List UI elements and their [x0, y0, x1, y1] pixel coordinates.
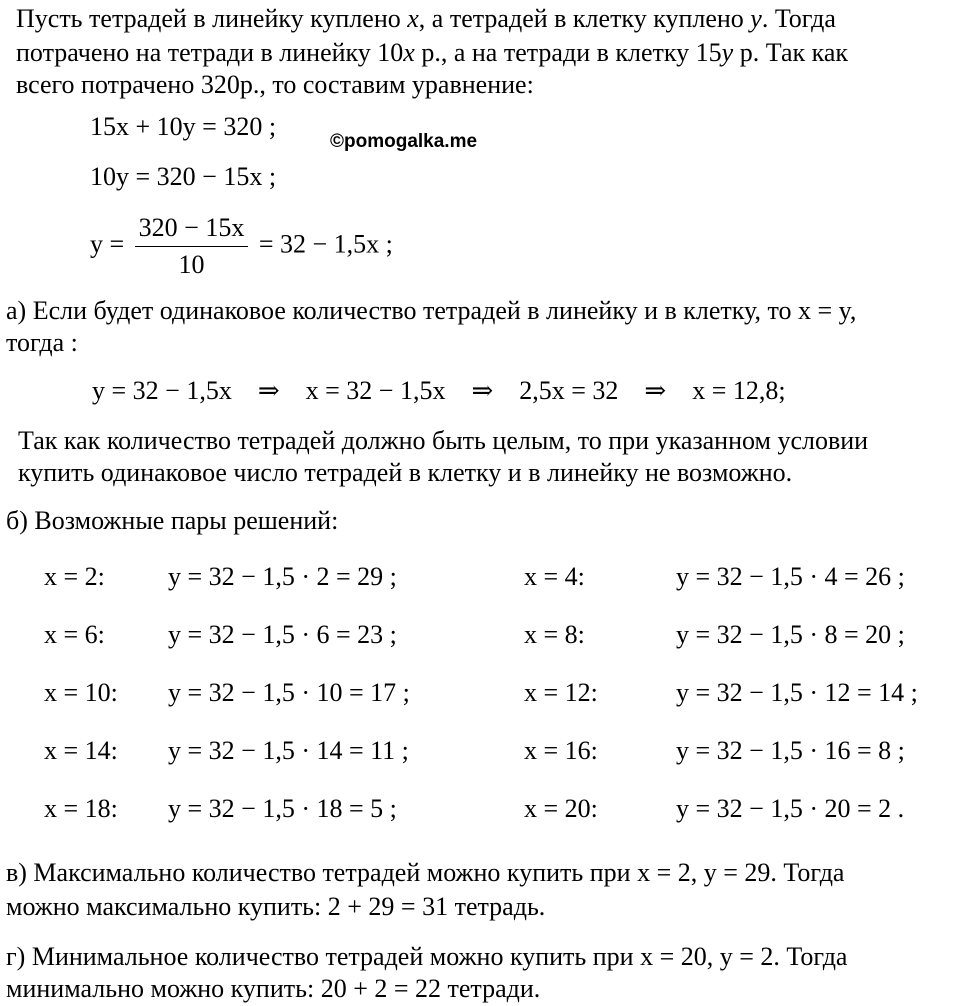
intro-text: , а тетрадей в клетку куплено: [418, 4, 751, 33]
intro-line-2: [16, 36, 848, 70]
pair-y: y = 32 − 1,5 · 18 = 5 ;: [168, 794, 397, 823]
pair-x: x = 20:: [524, 794, 598, 823]
equation-2: 10y = 320 − 15x ;: [90, 162, 277, 191]
pair-x: x = 18:: [44, 794, 118, 823]
intro-line-3: всего потрачено 320р., то составим уравнение:: [16, 70, 534, 99]
part-a-chain: [92, 374, 786, 408]
implies-icon: ⇒: [471, 376, 494, 405]
var-x: x: [407, 4, 419, 33]
equation-3-lhs: y =: [90, 229, 125, 259]
fraction-denominator: 10: [178, 250, 205, 279]
pair-y: y = 32 − 1,5 · 2 = 29 ;: [168, 562, 397, 591]
part-v-line-1: в) Максимально количество тетрадей можно купить при x = 2, y = 29. Тогда: [6, 858, 845, 887]
var-y: y: [750, 4, 762, 33]
chain-step-4: x = 12,8;: [692, 376, 786, 405]
intro-text: потрачено на тетради в линейку 10: [16, 38, 404, 67]
var-x: x: [403, 38, 415, 67]
pair-x: x = 16:: [524, 736, 598, 765]
fraction: [135, 212, 249, 281]
part-g-line-1: г) Минимальное количество тетрадей можно купить при x = 20, y = 2. Тогда: [6, 942, 848, 971]
pair-x: x = 10:: [44, 678, 118, 707]
intro-text: Пусть тетрадей в линейку куплено: [16, 4, 408, 33]
part-a-line-1: а) Если будет одинаковое количество тетрадей в линейку и в клетку, то x = y,: [6, 296, 857, 325]
pair-x: x = 6:: [44, 620, 105, 649]
implies-icon: ⇒: [644, 376, 667, 405]
pair-x: x = 2:: [44, 562, 105, 591]
pair-x: x = 14:: [44, 736, 118, 765]
chain-step-2: x = 32 − 1,5x: [305, 376, 446, 405]
chain-step-1: y = 32 − 1,5x: [92, 376, 232, 405]
implies-icon: ⇒: [257, 376, 280, 405]
part-b-title: б) Возможные пары решений:: [6, 506, 339, 535]
equation-1: 15x + 10y = 320 ;: [90, 112, 277, 141]
pair-y: y = 32 − 1,5 · 12 = 14 ;: [676, 678, 918, 707]
part-v-line-2: можно максимально купить: 2 + 29 = 31 тетрадь.: [6, 892, 546, 921]
intro-text: . Тогда: [761, 4, 836, 33]
pair-y: y = 32 − 1,5 · 16 = 8 ;: [676, 736, 905, 765]
pair-y: y = 32 − 1,5 · 10 = 17 ;: [168, 678, 410, 707]
intro-line-1: [16, 2, 836, 36]
watermark: ©pomogalka.me: [330, 131, 478, 152]
intro-text: р. Так как: [733, 38, 849, 67]
part-a-conclusion-1: Так как количество тетрадей должно быть целым, то при указанном условии: [18, 426, 869, 455]
pair-y: y = 32 − 1,5 · 4 = 26 ;: [676, 562, 905, 591]
pair-x: x = 4:: [524, 562, 585, 591]
part-a-conclusion-2: купить одинаковое число тетрадей в клетку и в линейку не возможно.: [18, 458, 793, 487]
fraction-numerator: 320 − 15x: [135, 212, 249, 247]
chain-step-3: 2,5x = 32: [519, 376, 619, 405]
pair-y: y = 32 − 1,5 · 8 = 20 ;: [676, 620, 905, 649]
part-g-line-2: минимально можно купить: 20 + 2 = 22 тетради.: [6, 974, 541, 1003]
pair-y: y = 32 − 1,5 · 20 = 2 .: [676, 794, 905, 823]
pair-x: x = 12:: [524, 678, 598, 707]
pair-y: y = 32 − 1,5 · 6 = 23 ;: [168, 620, 397, 649]
pair-x: x = 8:: [524, 620, 585, 649]
var-y: y: [721, 38, 734, 67]
pair-y: y = 32 − 1,5 · 14 = 11 ;: [168, 736, 409, 765]
part-a-line-2: тогда :: [6, 328, 78, 357]
equation-3-rhs: = 32 − 1,5x ;: [258, 229, 393, 259]
intro-text: р., а на тетради в клетку 15: [414, 38, 722, 67]
equation-3: [90, 212, 393, 281]
